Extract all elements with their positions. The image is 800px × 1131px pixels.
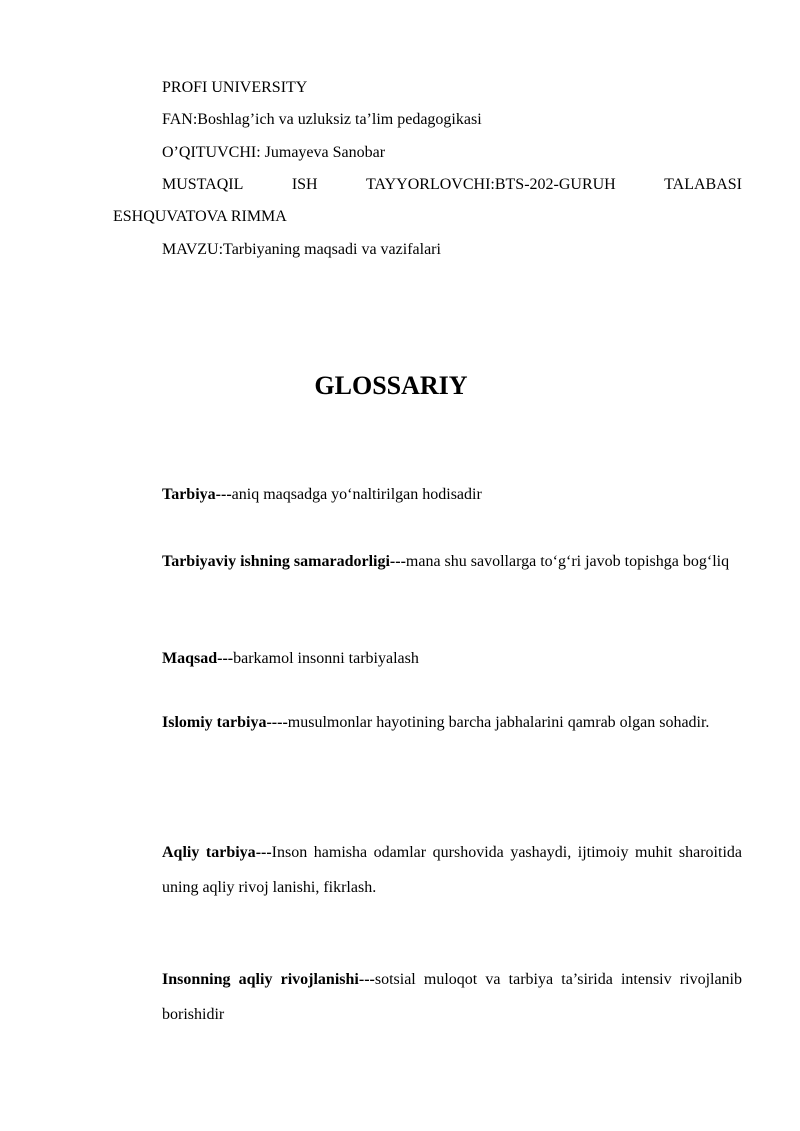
preparer-word: TAYYORLOVCHI:BTS-202-GURUH [366, 176, 616, 193]
glossary-term: Insonning aqliy rivojlanishi [162, 971, 359, 988]
glossary-entry [162, 544, 742, 579]
glossary-separator: --- [217, 650, 234, 667]
glossary-term: Aqliy tarbiya [162, 844, 256, 861]
glossary-separator: --- [389, 553, 406, 570]
glossary-term: Tarbiya [162, 486, 216, 503]
topic-line: MAVZU:Tarbiyaning maqsadi va vazifalari [162, 241, 441, 258]
glossary-entry [162, 835, 742, 905]
university-line: PROFI UNIVERSITY [162, 79, 308, 96]
preparer-word: TALABASI [664, 176, 742, 193]
glossary-definition: aniq maqsadga yo‘naltirilgan hodisadir [231, 486, 482, 503]
glossary-separator: --- [358, 971, 375, 988]
glossary-definition: barkamol insonni tarbiyalash [233, 650, 419, 667]
subject-line: FAN:Boshlag’ich va uzluksiz ta’lim pedagogikasi [162, 111, 482, 128]
glossary-definition: musulmonlar hayotining barcha jabhalarini qamrab olgan sohadir. [287, 714, 710, 731]
glossary-term: Tarbiyaviy ishning samaradorligi [162, 553, 390, 570]
glossary-definition: sotsial muloqot va tarbiya ta’sirida intensiv rivojlanib borishidir [162, 971, 743, 1023]
teacher-line: O’QITUVCHI: Jumayeva Sanobar [162, 144, 386, 161]
page-title: GLOSSARIY [314, 371, 468, 400]
preparer-line [162, 175, 742, 195]
glossary-entry [162, 477, 742, 512]
glossary-entry [162, 962, 742, 1032]
preparer-word: MUSTAQIL [162, 176, 244, 193]
preparer-word: ISH [291, 176, 318, 193]
glossary-definition: mana shu savollarga to‘g‘ri javob topishga bog‘liq [405, 553, 730, 570]
glossary-entry [162, 641, 742, 676]
glossary-separator: --- [255, 844, 272, 861]
glossary-separator: ---- [266, 714, 288, 731]
glossary-entry [162, 705, 742, 740]
glossary-separator: --- [215, 486, 232, 503]
glossary-definition: Inson hamisha odamlar qurshovida yashaydi, ijtimoiy muhit sharoitida uning aqliy rivoj lanishi, fikrlash. [162, 844, 742, 896]
glossary-term: Maqsad [162, 650, 218, 667]
preparer-name: ESHQUVATOVA RIMMA [113, 208, 287, 225]
glossary-term: Islomiy tarbiya [162, 714, 267, 731]
